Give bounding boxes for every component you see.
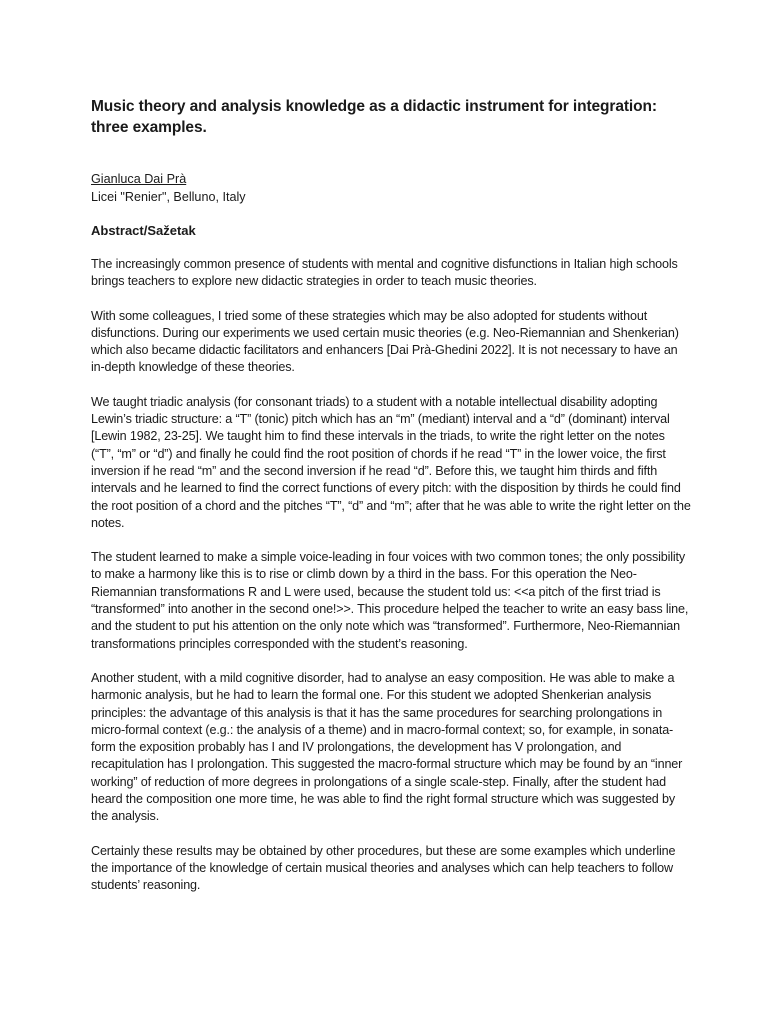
abstract-paragraph: Another student, with a mild cognitive disorder, had to analyse an easy composition. He was able to make a harmonic analysis, but he had to learn the formal one. For this student we adopted Shenkerian analysis principles: the advantage of this analysis is that it has the same procedures for searching prolongations in micro-formal context (e.g.: the analysis of a theme) and in macro-formal context; so, for example, in sonata-form the exposition probably has I and IV prolongations, the development has V prolongation, and recapitulation has I prolongation. This suggested the macro-formal structure which may be found by an “inner working” of reduction of more degrees in prolongations of a single scale-step. Finally, after the student had heard the composition one more time, he was able to find the right formal structure which was suggested by the analysis.: [91, 670, 683, 824]
abstract-paragraph: We taught triadic analysis (for consonant triads) to a student with a notable intellectual disability adopting Lewin’s triadic structure: a “T” (tonic) pitch which has an “m” (mediant) interval and a “d” (dominant) interval [Lewin 1982, 23-25]. We taught him to find these intervals in the triads, to write the right letter on the notes (“T”, “m” or “d”) and finally he could find the root position of chords if he read “T” in the lower voice, the first inversion if he read “m” and the second inversion if he read “d”. Before this, we taught him thirds and fifth intervals and he learned to find the correct functions of every pitch: with the disposition by thirds he could find the root position of a chord and the pitches “T”, “d” and “m”; after that he was able to write the right letter on the notes.: [91, 394, 691, 530]
author-affiliation: Licei "Renier", Belluno, Italy: [91, 190, 246, 204]
abstract-paragraph: The student learned to make a simple voice-leading in four voices with two common tones; the only possibility to make a harmony like this is to rise or climb down by a third in the bass. For this operation the Neo-Riemannian transformations R and L were used, because the student told us: <<a pitch of the first triad is “transformed” into another in the second one!>>. This procedure helped the teacher to write an easy bass line, and the student to put his attention on the only note which was “transformed”. Furthermore, Neo-Riemannian transformations principles corresponded with the student’s reasoning.: [91, 550, 689, 651]
paper-content: [91, 96, 691, 912]
abstract-heading: Abstract/Sažetak: [91, 223, 196, 238]
abstract-paragraph: With some colleagues, I tried some of these strategies which may be also adopted for students without disfunctions. During our experiments we used certain music theories (e.g. Neo-Riemannian and Shenkerian) which also became didactic facilitators and enhancers [Dai Prà-Ghedini 2022]. It is not necessary to have an in-depth knowledge of these theories.: [91, 308, 679, 375]
paper-title: Music theory and analysis knowledge as a didactic instrument for integration: three examples.: [91, 98, 657, 136]
author-name: Gianluca Dai Prà: [91, 172, 187, 186]
abstract-paragraph: Certainly these results may be obtained by other procedures, but these are some examples which underline the importance of the knowledge of certain musical theories and analyses which can help teachers to follow students’ reasoning.: [91, 843, 676, 893]
abstract-paragraph: The increasingly common presence of students with mental and cognitive disfunctions in Italian high schools brings teachers to explore new didactic strategies in order to teach music theories.: [91, 257, 678, 289]
